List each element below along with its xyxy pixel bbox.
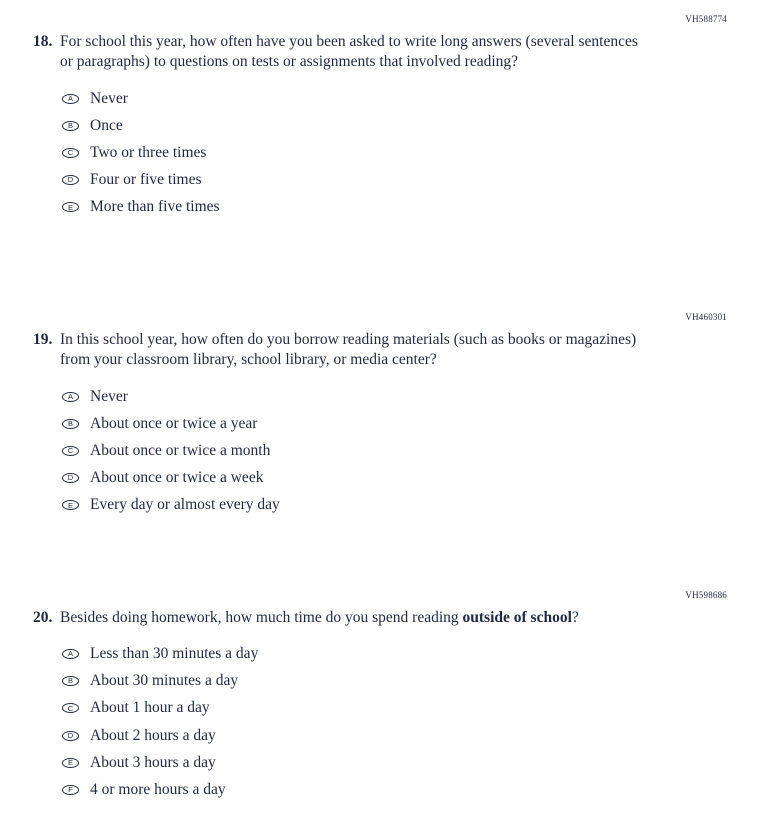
answer-option [62, 749, 757, 776]
answer-label: About once or twice a year [90, 414, 258, 432]
question-text: In this school year, how often do you borrow reading materials (such as books or magazines) from your classroom library, school library, or media center? [60, 331, 637, 369]
question-19 [0, 312, 757, 519]
answer-bubble-icon[interactable]: A [62, 649, 79, 659]
answer-bubble-icon[interactable]: B [62, 419, 79, 429]
options-list [0, 85, 757, 221]
answer-option [62, 464, 757, 491]
answer-label: Four or five times [90, 171, 202, 189]
answer-bubble-icon[interactable]: B [62, 121, 79, 131]
question-text: Besides doing homework, how much time do you spend reading outside of school? [60, 609, 579, 626]
answer-label: Once [90, 116, 123, 134]
answer-option [62, 695, 757, 722]
answer-bubble-icon[interactable]: D [62, 175, 79, 185]
answer-label: Never [90, 387, 128, 405]
answer-option [62, 410, 757, 437]
answer-option [62, 139, 757, 166]
answer-label: Less than 30 minutes a day [90, 645, 259, 663]
answer-option [62, 668, 757, 695]
answer-label: 4 or more hours a day [90, 780, 226, 798]
answer-bubble-icon[interactable]: C [62, 446, 79, 456]
answer-bubble-icon[interactable]: D [62, 731, 79, 741]
answer-label: About 1 hour a day [90, 699, 210, 717]
answer-label: About once or twice a week [90, 469, 264, 487]
answer-label: Never [90, 89, 128, 107]
answer-option [62, 85, 757, 112]
question-row [0, 32, 757, 73]
question-text: For school this year, how often have you been asked to write long answers (several sentences or paragraphs) to questions on tests or assignments that involved reading? [60, 33, 638, 71]
item-code: VH588774 [685, 14, 727, 24]
answer-bubble-icon[interactable]: E [62, 202, 79, 212]
answer-label: Every day or almost every day [90, 496, 280, 514]
question-number: 18. [33, 33, 53, 50]
answer-label: About once or twice a month [90, 441, 271, 459]
answer-bubble-icon[interactable]: C [62, 148, 79, 158]
answer-option [62, 492, 757, 519]
answer-label: About 30 minutes a day [90, 672, 239, 690]
answer-bubble-icon[interactable]: D [62, 473, 79, 483]
answer-option [62, 383, 757, 410]
answer-option [62, 112, 757, 139]
answer-bubble-icon[interactable]: F [62, 785, 79, 795]
answer-label: Two or three times [90, 143, 207, 161]
question-row [0, 608, 757, 628]
answer-label: More than five times [90, 198, 220, 216]
question-number: 20. [33, 609, 53, 626]
options-list [0, 640, 757, 803]
item-code: VH598686 [685, 590, 727, 600]
answer-bubble-icon[interactable]: A [62, 392, 79, 402]
answer-bubble-icon[interactable]: C [62, 703, 79, 713]
question-18 [0, 14, 757, 221]
answer-bubble-icon[interactable]: E [62, 758, 79, 768]
answer-bubble-icon[interactable]: E [62, 500, 79, 510]
answer-option [62, 194, 757, 221]
answer-option [62, 722, 757, 749]
answer-option [62, 437, 757, 464]
answer-option [62, 166, 757, 193]
answer-bubble-icon[interactable]: A [62, 94, 79, 104]
answer-option [62, 776, 757, 803]
answer-label: About 3 hours a day [90, 753, 216, 771]
answer-bubble-icon[interactable]: B [62, 676, 79, 686]
question-20 [0, 590, 757, 804]
answer-option [62, 640, 757, 667]
answer-label: About 2 hours a day [90, 726, 216, 744]
item-code: VH460301 [685, 312, 727, 322]
question-row [0, 330, 757, 371]
options-list [0, 383, 757, 519]
question-number: 19. [33, 331, 53, 348]
